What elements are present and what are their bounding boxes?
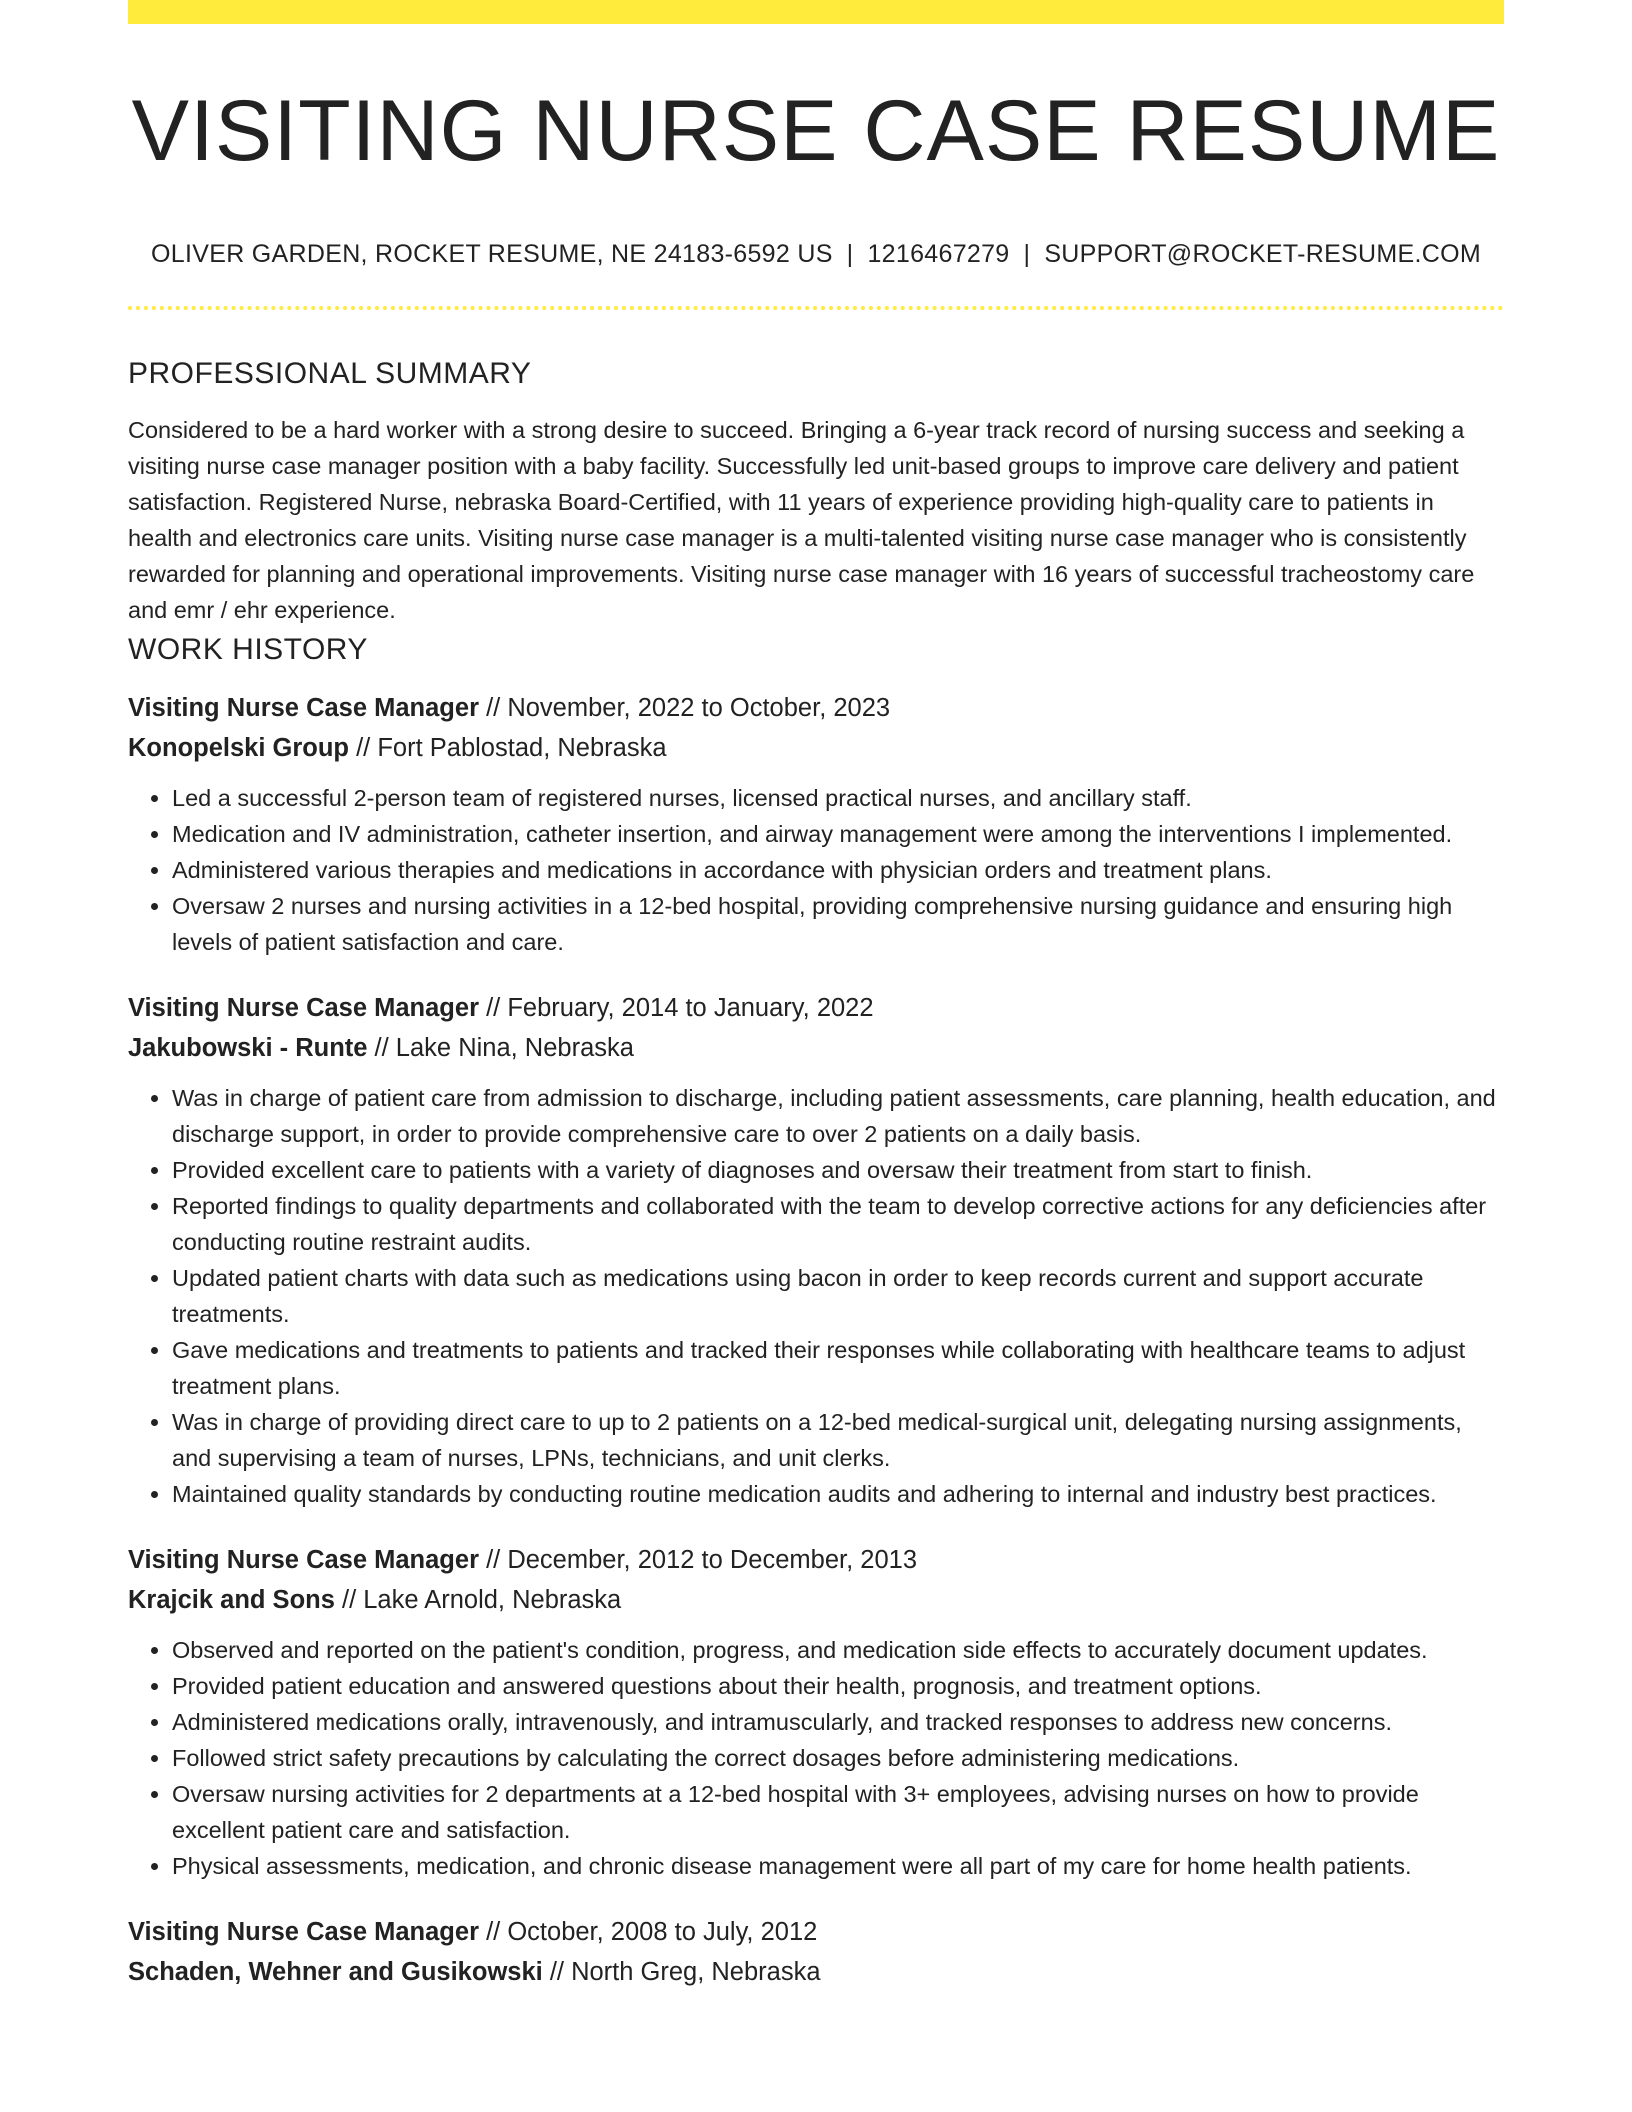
job-location: // Fort Pablostad, Nebraska bbox=[349, 734, 667, 762]
job-bullet: • Was in charge of patient care from admission to discharge, including patient assessments, care planning, health education, and discharge support, in order to provide comprehensive care to over 2 patients on a daily basis. bbox=[172, 1080, 1504, 1152]
job-bullet: • Maintained quality standards by conducting routine medication audits and adhering to internal and industry best practices. bbox=[172, 1476, 1504, 1512]
job-company-line bbox=[128, 728, 1504, 768]
job-role-line bbox=[128, 688, 1504, 728]
job-bullet: • Oversaw 2 nurses and nursing activities in a 12-bed hospital, providing comprehensive nursing guidance and ensuring high levels of patient satisfaction and care. bbox=[172, 888, 1504, 960]
job-bullet: • Oversaw nursing activities for 2 departments at a 12-bed hospital with 3+ employees, advising nurses on how to provide excellent patient care and satisfaction. bbox=[172, 1776, 1504, 1848]
job-bullet: • Was in charge of providing direct care to up to 2 patients on a 12-bed medical-surgical unit, delegating nursing assignments, and supervising a team of nurses, LPNs, technicians, and unit clerks. bbox=[172, 1404, 1504, 1476]
job-entry bbox=[128, 1540, 1504, 1884]
summary-text: Considered to be a hard worker with a strong desire to succeed. Bringing a 6-year track record of nursing success and seeking a visiting nurse case manager position with a baby facility. Successfully led unit-based groups to improve care delivery and patient satisfaction. Registered Nurse, nebraska Board-Certified, with 11 years of experience providing high-quality care to patients in health and electronics care units. Visiting nurse case manager is a multi-talented visiting nurse case manager who is consistently rewarded for planning and operational improvements. Visiting nurse case manager with 16 years of successful tracheostomy care and emr / ehr experience. bbox=[128, 417, 1475, 623]
job-company-line bbox=[128, 1952, 1504, 1992]
work-history-heading: WORK HISTORY bbox=[128, 633, 368, 666]
job-bullet: • Gave medications and treatments to patients and tracked their responses while collaborating with healthcare teams to adjust treatment plans. bbox=[172, 1332, 1504, 1404]
contact-address: OLIVER GARDEN, ROCKET RESUME, NE 24183-6592 US bbox=[151, 240, 833, 268]
job-role: Visiting Nurse Case Manager bbox=[128, 1918, 479, 1946]
job-dates: // February, 2014 to January, 2022 bbox=[479, 994, 874, 1022]
job-dates: // October, 2008 to July, 2012 bbox=[479, 1918, 818, 1946]
job-bullet: • Led a successful 2-person team of registered nurses, licensed practical nurses, and ancillary staff. bbox=[172, 780, 1504, 816]
resume-title: VISITING NURSE CASE RESUME bbox=[131, 83, 1501, 179]
job-company: Konopelski Group bbox=[128, 734, 350, 762]
job-company: Schaden, Wehner and Gusikowski bbox=[128, 1958, 543, 1986]
job-role-line bbox=[128, 988, 1504, 1028]
job-bullet: • Reported findings to quality departments and collaborated with the team to develop corrective actions for any deficiencies after conducting routine restraint audits. bbox=[172, 1188, 1504, 1260]
job-location: // Lake Nina, Nebraska bbox=[367, 1034, 634, 1062]
job-dates: // November, 2022 to October, 2023 bbox=[479, 694, 891, 722]
job-bullet: • Updated patient charts with data such as medications using bacon in order to keep records current and support accurate treatments. bbox=[172, 1260, 1504, 1332]
job-bullet: • Provided patient education and answered questions about their health, prognosis, and treatment options. bbox=[172, 1668, 1504, 1704]
job-role-line bbox=[128, 1540, 1504, 1580]
contact-email[interactable]: SUPPORT@ROCKET-RESUME.COM bbox=[1044, 240, 1481, 268]
job-bullet: • Observed and reported on the patient's condition, progress, and medication side effects to accurately document updates. bbox=[172, 1632, 1504, 1668]
job-bullet: • Medication and IV administration, catheter insertion, and airway management were among the interventions I implemented. bbox=[172, 816, 1504, 852]
contact-separator: | bbox=[846, 240, 854, 268]
job-bullet: • Physical assessments, medication, and chronic disease management were all part of my care for home health patients. bbox=[172, 1848, 1504, 1884]
contact-phone: 1216467279 bbox=[867, 240, 1010, 268]
job-dates: // December, 2012 to December, 2013 bbox=[479, 1546, 918, 1574]
job-company-line bbox=[128, 1028, 1504, 1068]
job-company: Krajcik and Sons bbox=[128, 1586, 335, 1614]
job-entry bbox=[128, 688, 1504, 960]
job-location: // North Greg, Nebraska bbox=[542, 1958, 821, 1986]
job-role-line bbox=[128, 1912, 1504, 1952]
job-role: Visiting Nurse Case Manager bbox=[128, 994, 479, 1022]
summary-heading: PROFESSIONAL SUMMARY bbox=[128, 357, 532, 390]
work-history-list bbox=[128, 688, 1504, 1992]
resume-content bbox=[128, 352, 1504, 1992]
job-bullet: • Administered various therapies and medications in accordance with physician orders and treatment plans. bbox=[172, 852, 1504, 888]
job-bullet-list bbox=[128, 1632, 1504, 1884]
job-entry bbox=[128, 1912, 1504, 1992]
job-location: // Lake Arnold, Nebraska bbox=[334, 1586, 622, 1614]
job-bullet: • Administered medications orally, intravenously, and intramuscularly, and tracked responses to address new concerns. bbox=[172, 1704, 1504, 1740]
job-bullet-list bbox=[128, 1080, 1504, 1512]
contact-line bbox=[128, 236, 1504, 272]
job-bullet: • Followed strict safety precautions by calculating the correct dosages before administering medications. bbox=[172, 1740, 1504, 1776]
job-company: Jakubowski - Runte bbox=[128, 1034, 368, 1062]
job-role: Visiting Nurse Case Manager bbox=[128, 1546, 479, 1574]
job-company-line bbox=[128, 1580, 1504, 1620]
contact-separator: | bbox=[1023, 240, 1031, 268]
job-role: Visiting Nurse Case Manager bbox=[128, 694, 479, 722]
top-accent-bar bbox=[128, 0, 1504, 24]
job-bullet: • Provided excellent care to patients with a variety of diagnoses and oversaw their treatment from start to finish. bbox=[172, 1152, 1504, 1188]
job-bullet-list bbox=[128, 780, 1504, 960]
job-entry bbox=[128, 988, 1504, 1512]
dotted-divider bbox=[128, 306, 1504, 310]
